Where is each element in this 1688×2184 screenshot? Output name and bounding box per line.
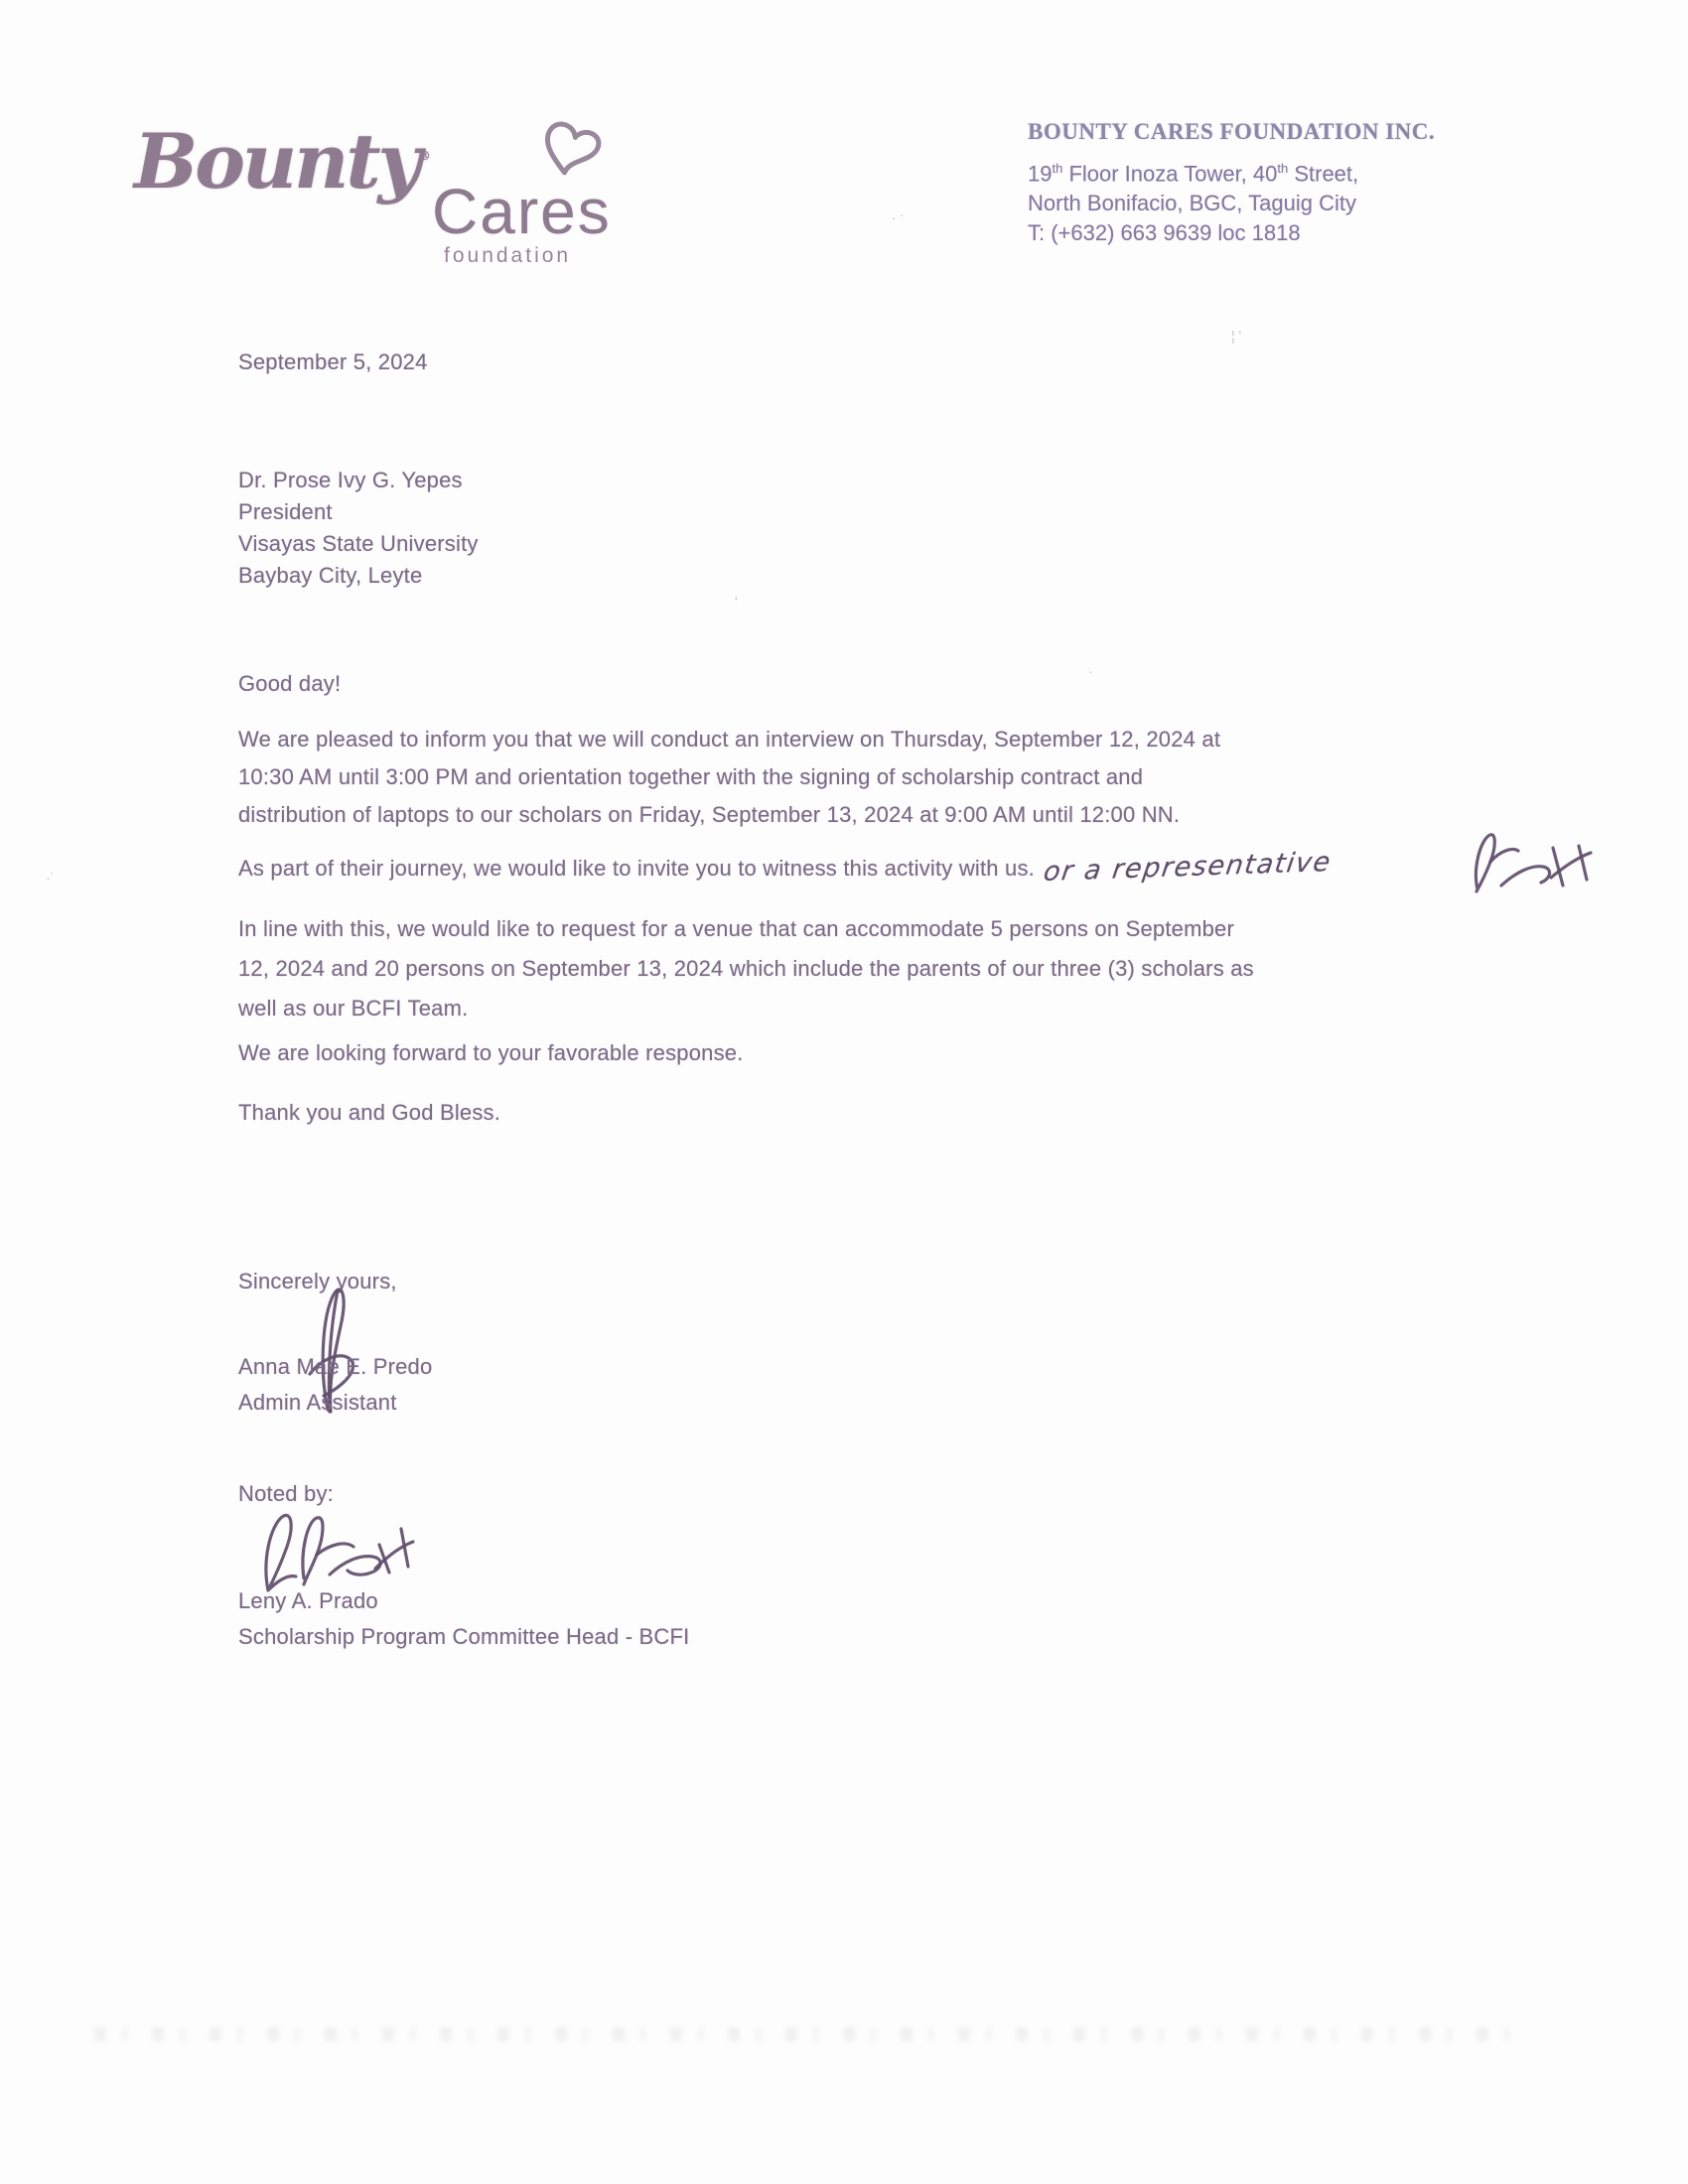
bounty-cares-logo xyxy=(134,117,650,266)
paragraph-favorable-response: We are looking forward to your favorable response. xyxy=(238,1040,744,1065)
company-phone: T: (+632) 663 9639 loc 1818 xyxy=(1028,220,1301,246)
logo-cares-text: Cares xyxy=(432,176,612,247)
noted-by-label: Noted by: xyxy=(238,1481,334,1506)
scan-artifact: ¦ ' xyxy=(1231,328,1242,343)
logo-foundation-text: foundation xyxy=(444,244,572,267)
salutation: Good day! xyxy=(238,671,342,696)
paragraph-line: 10:30 AM until 3:00 PM and orientation together with the signing of scholarship contract and xyxy=(238,764,1144,789)
bleed-through-artifact xyxy=(94,2027,1514,2041)
paragraph-line: well as our BCFI Team. xyxy=(238,996,469,1021)
scan-artifact: ·˙ xyxy=(46,870,56,886)
paragraph-line: 12, 2024 and 20 persons on September 13, 2024 which include the parents of our three (3) scholars as xyxy=(238,956,1254,981)
company-letterhead xyxy=(1028,119,1455,248)
recipient-institution: Visayas State University xyxy=(238,531,479,556)
valediction: Sincerely yours, xyxy=(238,1269,397,1294)
company-address-line1: 19th Floor Inoza Tower, 40th Street, xyxy=(1028,161,1359,187)
company-name: BOUNTY CARES FOUNDATION INC. xyxy=(1028,119,1436,144)
signer-name: Anna Mae E. Predo xyxy=(238,1354,433,1379)
recipient-title: President xyxy=(238,499,333,524)
paragraph-invitation xyxy=(238,846,1334,888)
recipient-block xyxy=(238,465,479,592)
paragraph-text: As part of their journey, we would like to invite you to witness this activity with us. xyxy=(238,856,1035,881)
handwritten-initials-annotation xyxy=(1468,828,1607,907)
signer-title: Admin Assistant xyxy=(238,1390,397,1415)
paragraph-venue-request xyxy=(238,909,1254,1028)
noted-by-title: Scholarship Program Committee Head - BCFI xyxy=(238,1624,690,1649)
registered-mark: ® xyxy=(418,149,431,163)
paragraph-thank-you: Thank you and God Bless. xyxy=(238,1100,501,1125)
recipient-name: Dr. Prose Ivy G. Yepes xyxy=(238,468,463,492)
paragraph-line: We are pleased to inform you that we will conduct an interview on Thursday, September 12, 2024 at xyxy=(238,727,1221,751)
paragraph-line: In line with this, we would like to request for a venue that can accommodate 5 persons on September xyxy=(238,916,1235,941)
logo-brand-text: Bounty® xyxy=(134,117,431,205)
scan-artifact: · xyxy=(1088,663,1093,679)
paragraph-line: distribution of laptops to our scholars on Friday, September 13, 2024 at 9:00 AM until 12:00 NN. xyxy=(238,802,1181,827)
scan-artifact: . · xyxy=(892,206,905,222)
letter-date: September 5, 2024 xyxy=(238,349,428,374)
noted-by-name: Leny A. Prado xyxy=(238,1588,378,1613)
scan-artifact: ' xyxy=(735,594,738,610)
paragraph-interview-schedule xyxy=(238,721,1220,834)
handwritten-annotation: or a representative xyxy=(1042,846,1334,888)
company-address-line2: North Bonifacio, BGC, Taguig City xyxy=(1028,191,1356,216)
recipient-location: Baybay City, Leyte xyxy=(238,563,423,588)
